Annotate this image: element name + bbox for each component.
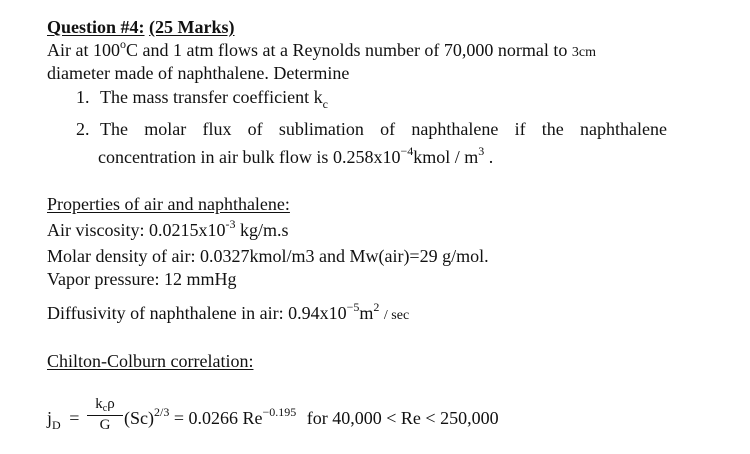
diffusivity-unit: m bbox=[359, 303, 374, 323]
degree-symbol: o bbox=[119, 37, 126, 51]
re-exponent: −0.195 bbox=[262, 405, 297, 419]
intro-text-a: Air at 100 bbox=[47, 40, 120, 60]
item-1 bbox=[76, 86, 328, 110]
sc-term: (Sc) bbox=[124, 408, 154, 428]
viscosity-text: Air viscosity: 0.0215x10 bbox=[47, 220, 226, 240]
viscosity-exponent: -3 bbox=[225, 217, 236, 231]
diffusivity-unit-2: / sec bbox=[383, 308, 410, 323]
item-1-sub: c bbox=[322, 97, 328, 111]
item-1-number: 1. bbox=[76, 87, 90, 107]
fraction-numerator bbox=[87, 396, 123, 414]
equation-rest bbox=[124, 407, 499, 431]
diffusivity-line bbox=[47, 302, 409, 327]
diffusivity-text: Diffusivity of naphthalene in air: 0.94x10 bbox=[47, 303, 347, 323]
item-2-text-line1: The molar flux of sublimation of naphthalene if the naphthalene bbox=[100, 119, 667, 139]
diffusivity-exponent: −5 bbox=[346, 300, 360, 314]
item-2-text-a: concentration in air bulk flow is 0.258x10 bbox=[98, 147, 401, 167]
viscosity-line bbox=[47, 219, 289, 243]
intro-line-2: diameter made of naphthalene. Determine bbox=[47, 63, 350, 83]
item-2-end: . bbox=[488, 147, 494, 167]
diffusivity-exponent-2: 2 bbox=[373, 300, 380, 314]
item-2-unit: kmol / m bbox=[413, 147, 479, 167]
item-2-line-1 bbox=[76, 118, 667, 140]
intro-line-1 bbox=[47, 39, 596, 64]
sc-exponent: 2/3 bbox=[154, 405, 170, 419]
item-2-exponent-2: 3 bbox=[478, 144, 485, 158]
molar-density-line: Molar density of air: 0.0327kmol/m3 and Mw(air)=29 g/mol. bbox=[47, 246, 489, 266]
fraction-bar bbox=[87, 415, 123, 416]
intro-text-b: C and 1 atm flows at a Reynolds number of 70,000 normal to bbox=[125, 40, 568, 60]
item-2-exponent: −4 bbox=[400, 144, 414, 158]
item-2-number: 2. bbox=[76, 119, 90, 139]
intro-diameter: 3cm bbox=[571, 45, 597, 60]
properties-heading: Properties of air and naphthalene: bbox=[47, 194, 290, 214]
jd-letter: j bbox=[47, 408, 53, 428]
jd-subscript: D bbox=[52, 418, 61, 432]
viscosity-unit: kg/m.s bbox=[240, 220, 289, 240]
k-letter: k bbox=[95, 396, 103, 412]
k-subscript: c bbox=[102, 403, 108, 414]
fraction-kc-rho-over-g bbox=[87, 396, 123, 434]
question-title: Question #4: bbox=[47, 17, 145, 37]
vapor-pressure-line: Vapor pressure: 12 mmHg bbox=[47, 269, 237, 289]
correlation-heading: Chilton-Colburn correlation: bbox=[47, 351, 254, 371]
item-2-line-2 bbox=[98, 146, 493, 170]
re-term: = 0.0266 Re bbox=[173, 408, 263, 428]
re-range: for 40,000 < Re < 250,000 bbox=[306, 408, 499, 428]
jd-symbol bbox=[47, 407, 79, 431]
equals-sign: = bbox=[69, 408, 80, 428]
item-1-text: The mass transfer coefficient k bbox=[100, 87, 323, 107]
question-marks: (25 Marks) bbox=[149, 17, 235, 37]
question-title-line bbox=[47, 16, 235, 38]
fraction-denominator: G bbox=[99, 417, 111, 433]
rho-letter: ρ bbox=[107, 396, 115, 412]
